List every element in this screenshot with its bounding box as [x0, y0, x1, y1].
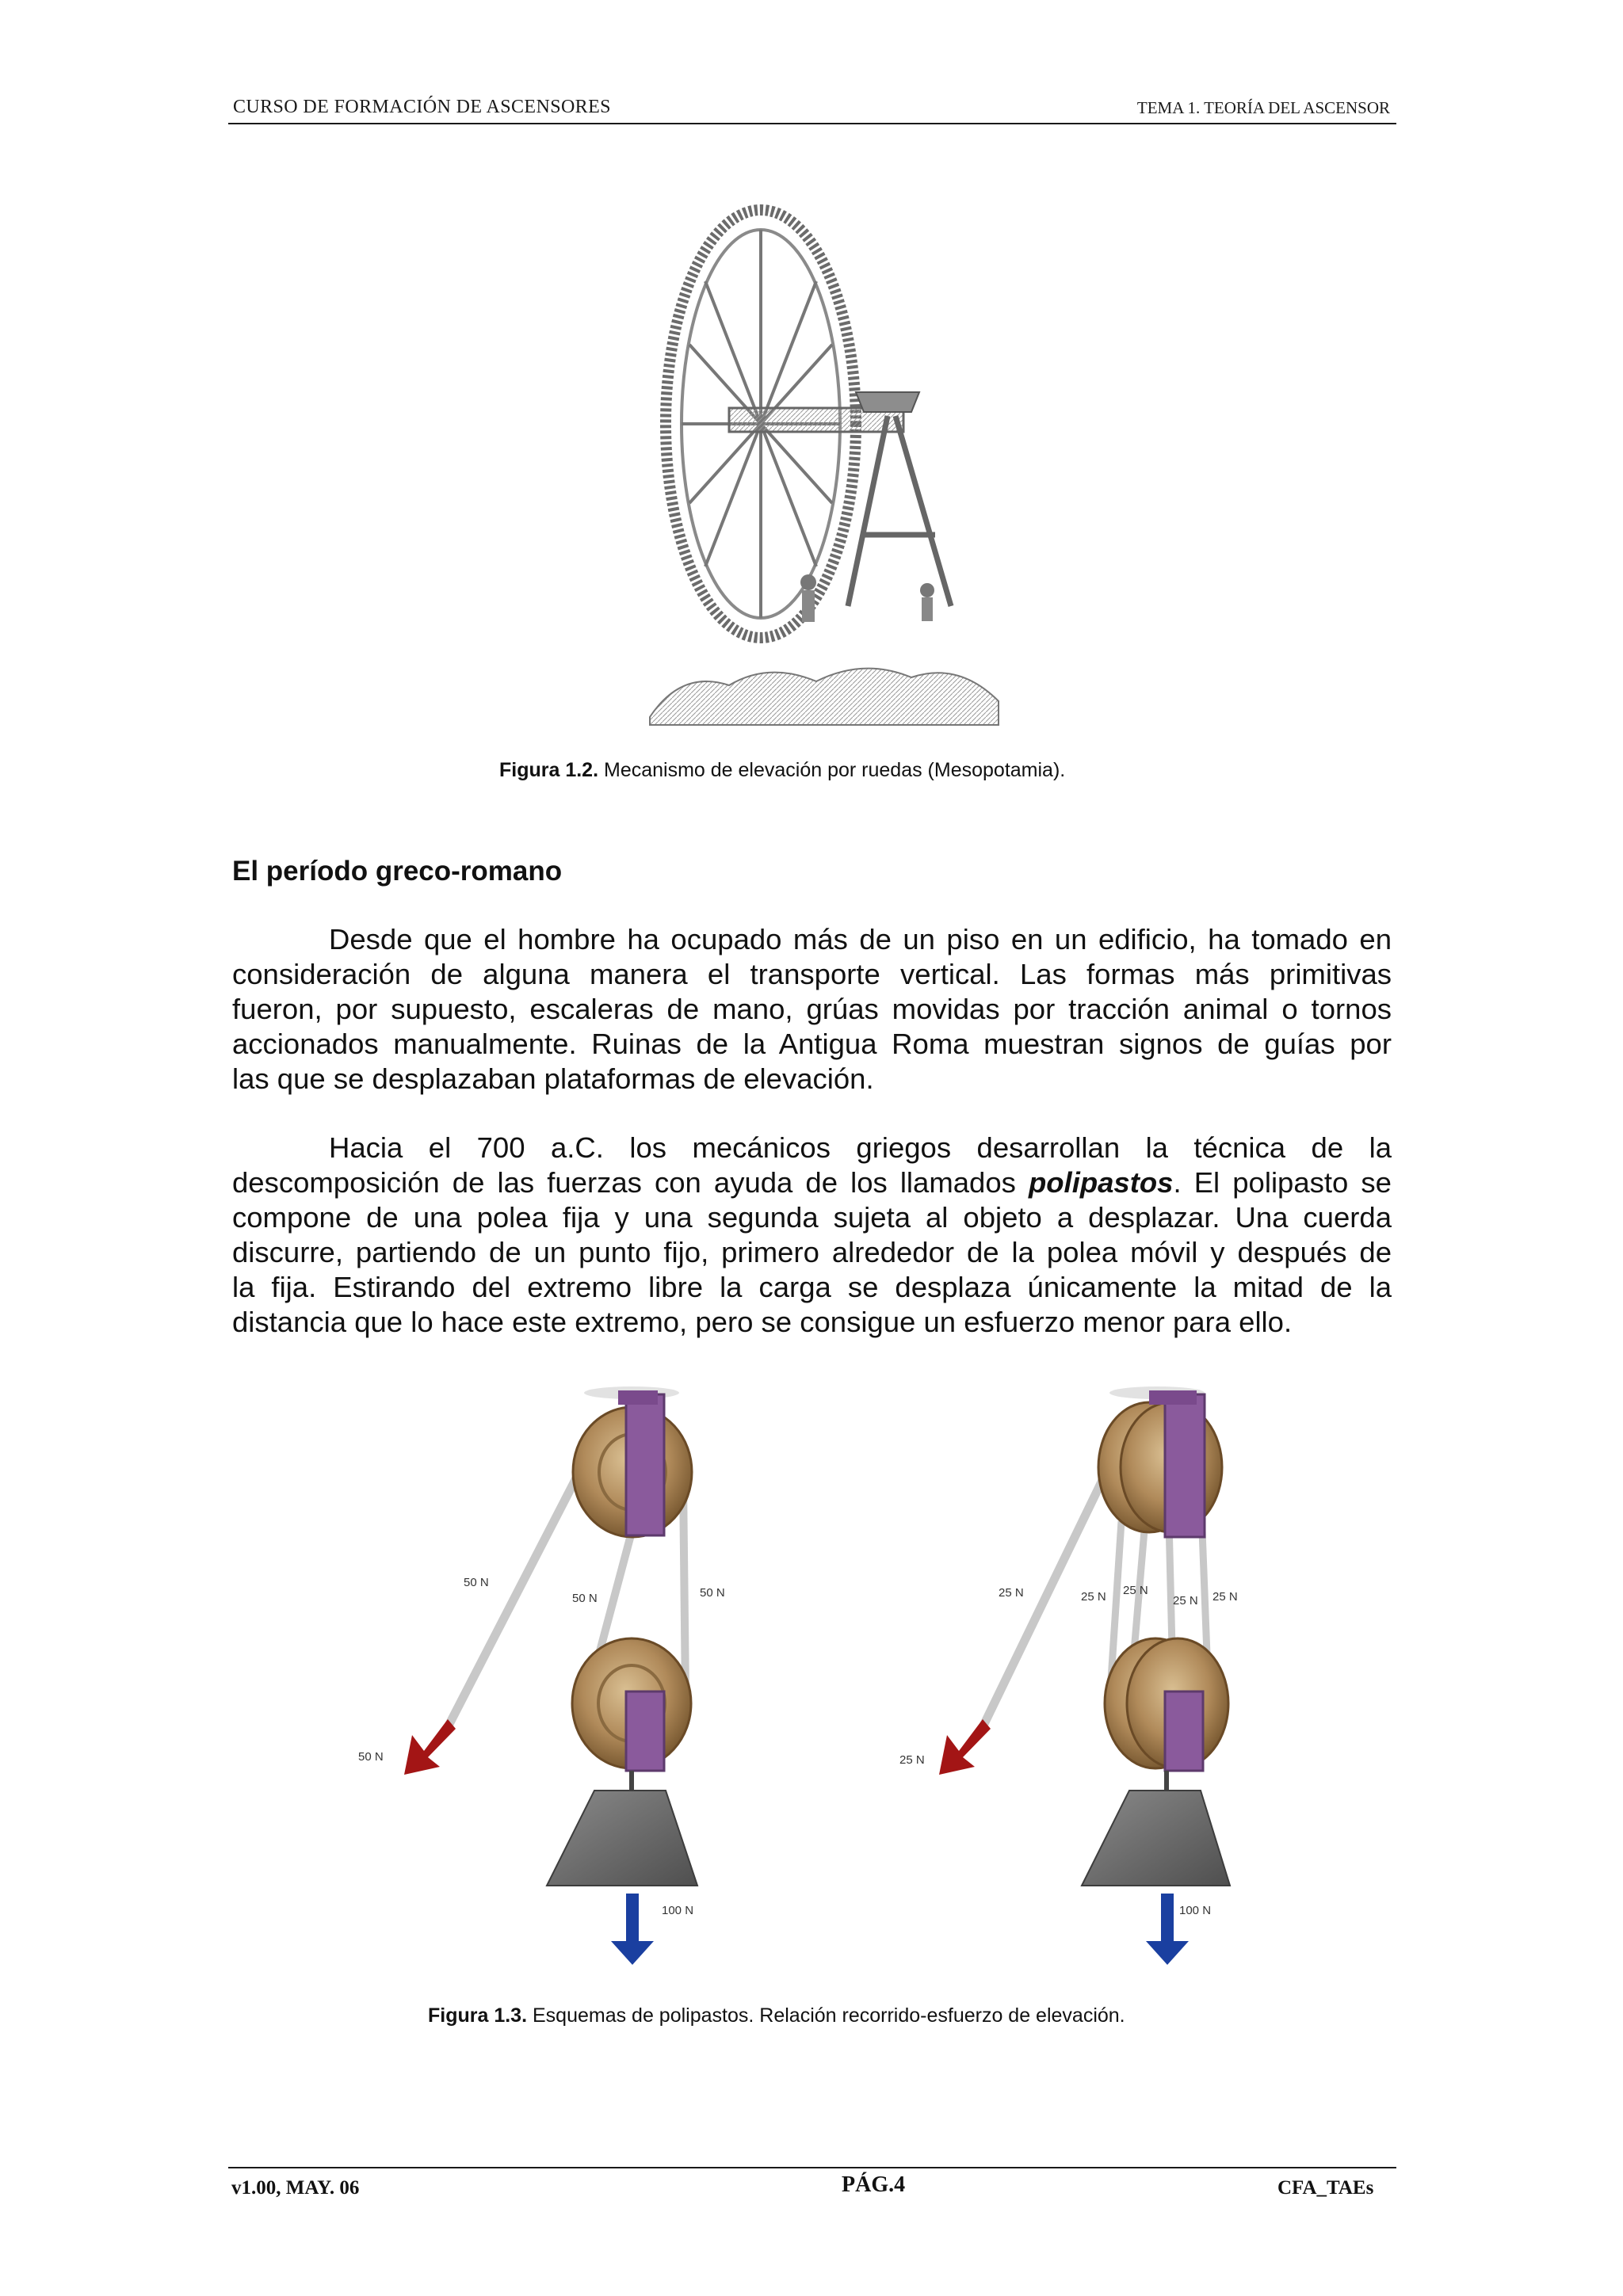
paragraph-1-line: Desde que el hombre ha ocupado más de un piso en un edificio, ha tomado en — [329, 923, 1392, 955]
label-right-b: 25 N — [1123, 1584, 1148, 1597]
paragraph-2-line: discurre, partiendo de un punto fijo, primero alrededor de la polea móvil y después de — [232, 1236, 1392, 1268]
paragraph-1-line: fueron, por supuesto, escaleras de mano, grúas movidas por tracción animal o tornos — [232, 993, 1392, 1025]
paragraph-2 — [232, 1131, 1392, 1340]
lifting-wheel-figure — [634, 194, 1006, 733]
paragraph-2-line: compone de una polea fija y una segunda sujeta al objeto a desplazar. Una cuerda — [232, 1201, 1392, 1234]
label-left-pull: 50 N — [358, 1750, 384, 1764]
label-left-inner-left: 50 N — [572, 1592, 598, 1605]
figure-1-3-text: Esquemas de polipastos. Relación recorrido-esfuerzo de elevación. — [527, 2004, 1125, 2027]
label-left-inner-right: 50 N — [700, 1586, 725, 1600]
paragraph-1 — [232, 922, 1392, 1097]
paragraph-2-line: distancia que lo hace este extremo, pero se consigue un esfuerzo menor para ello. — [232, 1306, 1293, 1338]
paragraph-2-text: . El polipasto se — [1173, 1166, 1392, 1199]
paragraph-2-line: la fija. Estirando del extremo libre la carga se desplaza únicamente la mitad de la — [232, 1271, 1392, 1303]
footer-page-number: PÁG.4 — [842, 2172, 906, 2197]
header-chapter-title: TEMA 1. TEORÍA DEL ASCENSOR — [1136, 98, 1390, 117]
paragraph-1-line: las que se desplazaban plataformas de elevación. — [232, 1062, 874, 1095]
emphasized-term: polipastos — [1028, 1166, 1174, 1199]
section-heading: El período greco-romano — [232, 856, 563, 887]
footer-code: CFA_TAEs — [1277, 2177, 1374, 2199]
label-right-c: 25 N — [1173, 1594, 1198, 1608]
label-right-a: 25 N — [1081, 1590, 1106, 1604]
footer-rule — [228, 2167, 1396, 2168]
paragraph-2-text: descomposición de las fuerzas con ayuda de los llamados — [232, 1166, 1029, 1199]
label-left-load: 100 N — [662, 1904, 694, 1917]
figure-1-3-label: Figura 1.3. — [428, 2004, 528, 2027]
label-right-pull: 25 N — [899, 1753, 925, 1767]
header-rule — [228, 123, 1396, 124]
paragraph-1-line: consideración de alguna manera el transporte vertical. Las formas más primitivas — [232, 958, 1392, 990]
label-left-rope: 50 N — [464, 1576, 489, 1589]
paragraph-2-line — [232, 1165, 1392, 1200]
footer-version: v1.00, MAY. 06 — [231, 2177, 360, 2199]
figure-1-2-label: Figura 1.2. — [499, 759, 599, 781]
page-header — [230, 95, 1395, 127]
header-course-title: CURSO DE FORMACIÓN DE ASCENSORES — [233, 97, 611, 117]
label-right-rope: 25 N — [999, 1586, 1024, 1600]
label-right-load: 100 N — [1179, 1904, 1212, 1917]
pulley-schemes-figure — [349, 1379, 1284, 1981]
right-pulley-diagram — [899, 1386, 1238, 1965]
left-pulley-diagram — [358, 1386, 725, 1965]
label-right-d: 25 N — [1212, 1590, 1238, 1604]
paragraph-2-line: Hacia el 700 a.C. los mecánicos griegos desarrollan la técnica de la — [329, 1131, 1392, 1164]
figure-1-3-caption — [428, 2004, 1125, 2027]
figure-1-2-caption — [499, 759, 1065, 782]
paragraph-1-line: accionados manualmente. Ruinas de la Antigua Roma muestran signos de guías por — [232, 1028, 1392, 1060]
figure-1-2-text: Mecanismo de elevación por ruedas (Mesopotamia). — [598, 759, 1066, 781]
